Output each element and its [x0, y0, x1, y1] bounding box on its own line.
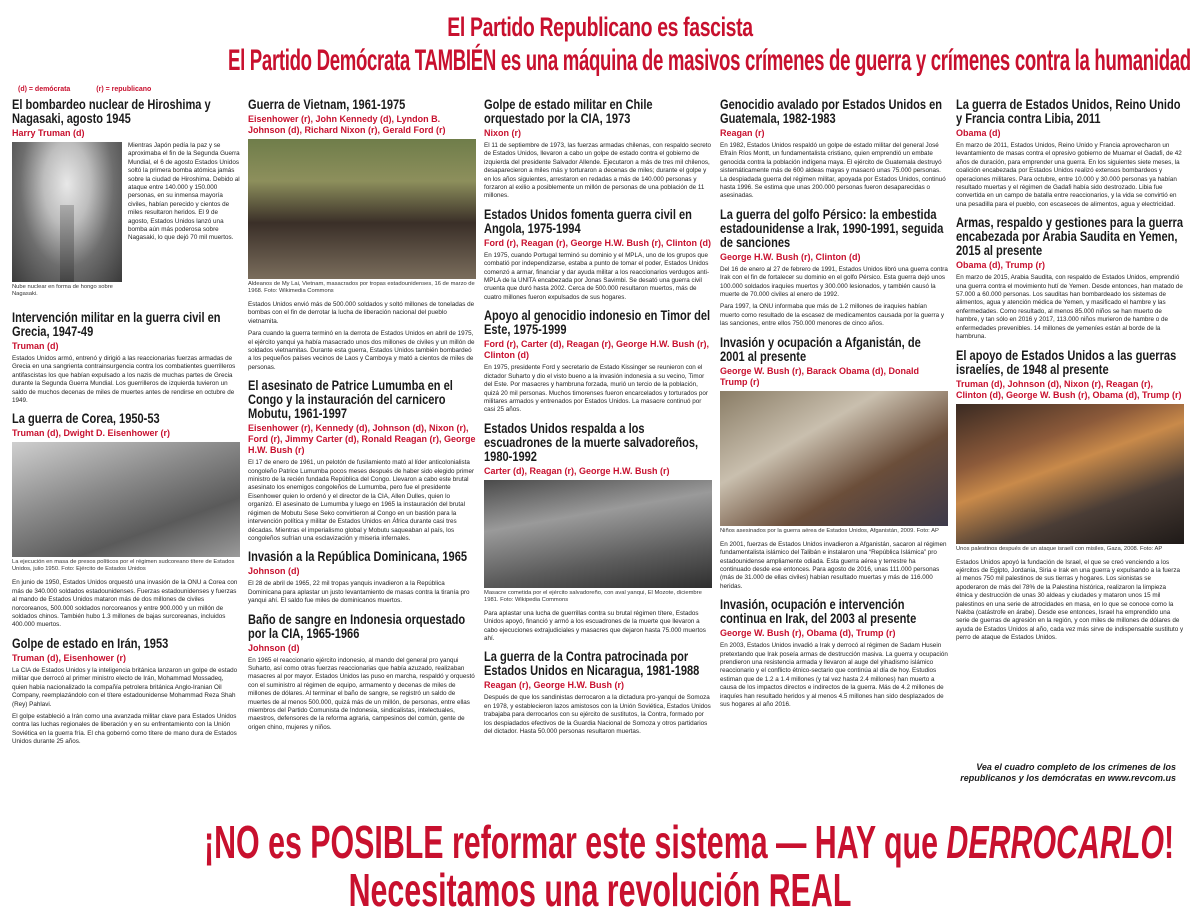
poster-header — [0, 12, 1200, 78]
section-dominican-republic — [248, 550, 476, 605]
section-title: Armas, respaldo y gestiones para la guerra encabezada por Arabia Saudita en Yemen, 2015 al presente — [956, 215, 1184, 259]
section-title: La guerra de la Contra patrocinada por Estados Unidos en Nicaragua, 1981-1988 — [484, 649, 700, 679]
section-title: Golpe de estado militar en Chile orquestado por la CIA, 1973 — [484, 98, 653, 126]
section-body: Para cuando la guerra terminó en la derrota de Estados Unidos en abril de 1975, el ejército yanqui ya había masacrado unos dos millones de civiles y un millón de soldados vietnamitas. Durante esta guerra, Estados Unidos también bombardeó a los pequeños países vecinos de Laos y Camboya y mató a cientos de miles de personas. — [248, 330, 475, 371]
headline-democrat: El Partido Demócrata TAMBIÉN es una máquina de masivos crímenes de guerra y crímenes contra la humanidad — [228, 44, 1191, 77]
section-angola — [484, 208, 712, 302]
section-title: El apoyo de Estados Unidos a las guerras israelíes, de 1948 al presente — [956, 347, 1177, 377]
section-korea — [12, 412, 240, 629]
section-title: El asesinato de Patrice Lumumba en el Congo y la instauración del carnicero Mobutu, 1961-1997 — [248, 378, 453, 422]
section-presidents: Nixon (r) — [484, 128, 521, 138]
section-israel — [956, 349, 1184, 643]
section-body: En 2001, fuerzas de Estados Unidos invadieron a Afganistán, sacaron al régimen fundamentalista islámico del Talibán e instalaron una “República Islámica” pro estadounidense ampliamente odiada. Esta guerra aérea y terrestre ha continuado desde ese entonces. Para agosto de 2016, unas 111.000 personas (más de 31.000 de ellas civiles) habían resultado muertas y más de 116.000 heridas. — [720, 540, 947, 590]
section-title: La guerra del golfo Pérsico: la embestida estadounidense a Irak, 1990-1991, seguida de sanciones — [720, 206, 944, 250]
section-body: La CIA de Estados Unidos y la inteligencia británica lanzaron un golpe de estado militar que derrocó al primer ministro electo de Irán, Mohammad Mossadeq, quien había nacionalizado la compañía petrolera británica Anglo-Iranian Oil Company, reemplazándolo con el títere estadounidense Mohammad Reza Shah (Rey) Pahlavi. — [12, 666, 238, 708]
section-title: Invasión, ocupación e intervención continua en Irak, del 2003 al presente — [720, 597, 917, 627]
section-nicaragua — [484, 650, 712, 736]
footer-slogan-1 — [203, 816, 1175, 868]
section-presidents: Ford (r), Carter (d), Reagan (r), George H.W. Bush (r), Clinton (d) — [484, 339, 710, 361]
legend-democrat: (d) = demócrata — [18, 86, 71, 93]
section-presidents: Johnson (d) — [248, 566, 300, 577]
section-presidents: Eisenhower (r), John Kennedy (d), Lyndon B. Johnson (d), Richard Nixon (r), Gerald Ford (r) — [248, 114, 446, 135]
section-title: Estados Unidos fomenta guerra civil en Angola, 1975-1994 — [484, 206, 692, 236]
section-presidents: Obama (d), Trump (r) — [956, 260, 1046, 271]
party-legend — [18, 86, 175, 93]
section-title: Genocidio avalado por Estados Unidos en Guatemala, 1982-1983 — [720, 98, 943, 126]
photo-caption: Niños asesinados por la guerra aérea de Estados Unidos, Afganistán, 2009. Foto: AP — [720, 527, 939, 534]
section-body: En 2003, Estados Unidos invadió a Irak y derrocó al régimen de Sadam Husein pretextando que Irak poseía armas de destrucción masiva. La guerra y ocupación prendieron una resistencia armada y llevaron al auge del yihadismo islámico reaccionario y el conflicto étnico-sectario que continúa al día de hoy. Estudios estiman que de 1.2 a 1.4 millones (y tal vez hasta 2.4 millones) han muerto a causa de los impactos directos e indirectos de la guerra. Más de 4.2 millones de iraquíes han resultado heridos y al menos 4.5 millones han sido desplazados de sus hogares al año 2016. — [720, 642, 948, 708]
column-2 — [248, 98, 476, 798]
section-body: En marzo de 2011, Estados Unidos, Reino Unido y Francia aprovecharon un levantamiento de masas contra el opresivo gobierno de Muamar el Gadafi, de 42 años de duración, para emprender una guerra. En los siguientes siete meses, la coalición encabezada por Estados Unidos realizó extensos bombardeos y operaciones militares. Para octubre, entre 10.000 y 30.000 personas ya habían resultado muertas y el régimen de Gadafi había sido destrozado. Libia fue convertida en un campo de batalla entre reaccionarios, y la vida se convirtió en una pesadilla para el pueblo, con escaseces de alimentos, agua y electricidad. — [956, 142, 1182, 208]
afghan-children-photo — [720, 391, 948, 526]
article-columns — [12, 98, 1192, 798]
section-body: Del 16 de enero al 27 de febrero de 1991, Estados Unidos libró una guerra contra Irak con el fin de fortalecer su dominio en el golfo Pérsico. Esta guerra dejó unos 100.000 soldados iraquíes muertos y 300.000 lesionados, y también causó la muerte de 70.000 civiles al enero de 1992. — [720, 265, 948, 299]
section-presidents: Johnson (d) — [248, 642, 300, 653]
column-4 — [720, 98, 948, 798]
section-title: Intervención militar en la guerra civil en Grecia, 1947-49 — [12, 310, 221, 339]
footer-slogan-2: Necesitamos una revolución REAL — [348, 864, 852, 916]
section-presidents: Truman (d), Eisenhower (r) — [12, 652, 127, 663]
section-presidents: Truman (d) — [12, 341, 59, 351]
section-presidents: Harry Truman (d) — [12, 128, 85, 138]
section-title: Invasión y ocupación a Afganistán, de 2001 al presente — [720, 334, 921, 364]
section-presidents: Obama (d) — [956, 128, 1001, 138]
section-vietnam — [248, 98, 476, 372]
section-presidents: Truman (d), Dwight D. Eisenhower (r) — [12, 428, 171, 439]
section-presidents: George W. Bush (r), Barack Obama (d), Donald Trump (r) — [720, 365, 920, 387]
section-presidents: Ford (r), Reagan (r), George H.W. Bush (r), Clinton (d) — [484, 237, 711, 248]
legend-republican: (r) = republicano — [96, 86, 152, 93]
column-5 — [956, 98, 1184, 798]
section-indonesia — [248, 613, 476, 733]
section-title: La guerra de Corea, 1950-53 — [12, 411, 160, 427]
poster-footer — [0, 818, 1200, 914]
section-body: El 17 de enero de 1961, un pelotón de fusilamiento mató al líder anticolonialista congoleño Patrice Lumumba pocos meses después de haber sido elegido primer ministro de la recién fundada República del Congo. Llevaron a cabo este brutal asesinato los enemigos congoleños de Lumumba, pero fue el presidente Eisenhower quien lo ordenó y el director de la CIA, Allen Dulles, quien lo organizó. El asesinato de Lumumba y luego en 1965 la instauración del brutal régimen de Mobutu Sese Seko convirtieron al Congo en un bastión para la intervención política y militar de Estados Unidos en África durante casi tres décadas. Mientras el imperialismo global y Mobutu saqueaban al país, los congoleños sufrían una esclavización y miseria infernales. — [248, 459, 475, 542]
section-body: Para aplastar una lucha de guerrillas contra su brutal régimen títere, Estados Unidos apoyó, financió y armó a los escuadrones de la muerte que llevaron a cabo ejecuciones extrajudiciales y masacres que dejaron hasta 75.000 muertos ahí. — [484, 609, 706, 642]
section-body: El golpe estableció a Irán como una avanzada militar clave para Estados Unidos contra las luchas regionales de liberación y en su enfrentamiento con la Unión Soviética en la guerra fría. El cha gobernó como títere de mano dura de Estados Unidos durante 25 años. — [12, 712, 237, 746]
section-presidents: Reagan (r) — [720, 128, 765, 138]
section-iran — [12, 637, 240, 747]
slogan-part: ! — [1164, 816, 1175, 868]
photo-caption: La ejecución en masa de presos políticos por el régimen sudcoreano títere de Estados Unidos, julio 1950. Foto: Ejército de Estados Unidos — [12, 559, 235, 573]
section-gulf-war — [720, 208, 948, 329]
section-body: El 11 de septiembre de 1973, las fuerzas armadas chilenas, con respaldo secreto de Estados Unidos, llevaron a cabo un golpe de estado contra el gobierno de izquierda del presidente Salvador Allende. Ejecutaron a más de tres mil chilenos, desaparecieron a miles más y torturaron a decenas de miles; durante el golpe y en los años siguientes, arrestaron en redadas a más de 140.000 personas y forzaron al exilio a posiblemente un millón de personas de una población de 11 millones. — [484, 142, 712, 200]
section-guatemala — [720, 98, 948, 201]
photo-caption: Masacre cometida por el ejército salvadoreño, con aval yanqui, El Mozote, diciembre 1981. Foto: Wikipedia Commons — [484, 589, 702, 603]
gaza-photo — [956, 404, 1184, 544]
section-presidents: George H.W. Bush (r), Clinton (d) — [720, 251, 861, 262]
mushroom-cloud-photo — [12, 142, 122, 282]
section-el-salvador — [484, 422, 712, 644]
section-title: Guerra de Vietnam, 1961-1975 — [248, 98, 406, 112]
photo-caption: Aldeanos de My Lai, Vietnam, masacrados por tropas estadounidenses, 16 de marzo de 1968. Foto: Wikimedia Commons — [248, 281, 475, 294]
section-title: Apoyo al genocidio indonesio en Timor del Este, 1975-1999 — [484, 308, 711, 338]
section-greece — [12, 311, 240, 405]
section-title: Estados Unidos respalda a los escuadrones de la muerte salvadoreños, 1980-1992 — [484, 420, 699, 464]
section-body: En 1965 el reaccionario ejército indonesio, al mando del general pro yanqui Suharto, así como otras fuerzas reaccionarias que había azuzado, realizaban masacres al por mayor. Estados Unidos las puso en marcha, respaldó y orquestó con el suministro al régimen de equipo, armamento y decenas de miles de millones de dólares. Al terminar el baño de sangre, se registró un saldo de muertes de al menos 500.000, quizá más de un millón, de personas, entre ellas miembros del Partido Comunista de Indonesia, sindicalistas, intelectuales, maestros, defensores de la reforma agraria, campesinos del común, gente de origen chino, mujeres y niños. — [248, 656, 475, 731]
section-libya — [956, 98, 1184, 209]
revcom-link-text: Vea el cuadro completo de los crímenes de los republicanos y los demócratas en www.revcom.us — [960, 762, 1176, 783]
photo-caption: Nube nuclear en forma de hongo sobre Nagasaki. — [12, 284, 113, 297]
section-body: En junio de 1950, Estados Unidos orquestó una invasión de la ONU a Corea con más de 340.000 soldados estadounidenses. Fuerzas estadounidenses y fuerzas al mando de Estados Unidos mataron más de dos millones de civiles norcoreanos, 500.000 soldados norcoreanos y entre 900.000 y un millón de soldados chinos. También hubo 1.3 millones de bajas surcoreanas, incluidos 400.000 muertos. — [12, 579, 238, 629]
section-presidents: Reagan (r), George H.W. Bush (r) — [484, 680, 625, 691]
photo-caption: Unos palestinos después de un ataque israelí con misiles, Gaza, 2008. Foto: AP — [956, 545, 1163, 552]
headline-republican: El Partido Republicano es fascista — [447, 12, 753, 42]
slogan-part: ¡NO es POSIBLE reformar este sistema — HAY que — [203, 816, 947, 868]
section-body: Después de que los sandinistas derrocaron a la dictadura pro-yanqui de Somoza en 1978, y establecieron lazos amistosos con la Unión Soviética, Estados Unidos trabajaba para derrocarlos con su ejército de sustitutos, la Contra, formado por los despiadados efectivos de la Guardia Nacional de Somoza y otros partidarios del dictador. Hasta 50.000 personas resultaron muertas. — [484, 694, 711, 735]
section-body: Estados Unidos armó, entrenó y dirigió a las reaccionarias fuerzas armadas de Grecia en una sangrienta contrainsurgencia contra los combatientes guerrilleros antifascistas los que habían expulsado a los nazis de muchas partes de Grecia durante la Segunda Guerra Mundial. Los guerrilleros de izquierda tuvieron un saldo de muchos decenas de miles de muertes antes de rendirse en octubre de 1949. — [12, 355, 236, 405]
section-congo — [248, 379, 476, 543]
section-title: Invasión a la República Dominicana, 1965 — [248, 549, 468, 565]
section-presidents: Carter (d), Reagan (r), George H.W. Bush (r) — [484, 465, 670, 476]
section-body: En 1982, Estados Unidos respaldó un golpe de estado militar del general José Efraín Ríos Montt, un fundamentalista cristiano, quien emprendió un embate genocida contra la población indígena maya. El ejército de Guatemala destruyó sistemáticamente más de 600 aldeas mayas y masacró unas 75.000 personas. La despiadada guerra del régimen militar, apoyada por Estados Unidos, continuó hasta 1996. Se estima que unas 200.000 personas fueron desaparecidas o asesinadas. — [720, 142, 946, 200]
slogan-emphasis: DERROCARLO — [946, 816, 1165, 868]
section-body: El 28 de abril de 1965, 22 mil tropas yanquis invadieron a la República Dominicana para aplastar un justo levantamiento de masas contra la tiranía pro yanqui ahí. El saldo fue miles de dominicanos muertos. — [248, 580, 470, 605]
section-yemen — [956, 216, 1184, 341]
section-body: En 1975, presidente Ford y secretario de Estado Kissinger se reunieron con el dictador Suharto y dio el visto bueno a la invasión indonesia a su vecino, Timor del Este. Por masacres y hambruna forzada, murió un tercio de la población, quizá 20 mil personas. Muchos timorenses fueron encarcelados y torturados por militares armados y entrenados por Estados Unidos. La masacre continuó por casi 25 años. — [484, 364, 709, 414]
column-1 — [12, 98, 240, 798]
section-hiroshima — [12, 98, 240, 304]
section-east-timor — [484, 309, 712, 414]
section-title: El bombardeo nuclear de Hiroshima y Nagasaki, agosto 1945 — [12, 98, 211, 126]
section-title: La guerra de Estados Unidos, Reino Unido y Francia contra Libia, 2011 — [956, 98, 1181, 126]
section-title: Baño de sangre en Indonesia orquestado por la CIA, 1965-1966 — [248, 611, 466, 641]
section-chile — [484, 98, 712, 201]
section-presidents: Truman (d), Johnson (d), Nixon (r), Reagan (r), Clinton (d), George W. Bush (r), Obama (d), Trump (r) — [956, 378, 1182, 400]
section-body: Estados Unidos envió más de 500.000 soldados y soltó millones de toneladas de bombas con el fin de derrotar la lucha de liberación nacional del pueblo vietnamita. — [248, 301, 475, 325]
section-iraq — [720, 598, 948, 709]
section-title: Golpe de estado en Irán, 1953 — [12, 635, 169, 651]
korea-execution-photo — [12, 442, 240, 557]
section-afghanistan — [720, 336, 948, 591]
column-3 — [484, 98, 712, 798]
section-presidents: George W. Bush (r), Obama (d), Trump (r) — [720, 628, 896, 639]
my-lai-photo — [248, 139, 476, 279]
section-body: Mientras Japón pedía la paz y se aproximaba el fin de la Segunda Guerra Mundial, el 6 de agosto Estados Unidos soltó la primera bomba atómica jamás sobre la ciudad de Hiroshima. Debido al ataque entre 140.000 y 150.000 personas, en su inmensa mayoría civiles, habían perecido y cientos de miles resultaron heridos. El 9 de agosto, Estados Unidos lanzó una bomba aún más poderosa sobre Nagasaki, lo que dejó 70 mil muertos. — [128, 142, 240, 242]
section-presidents: Eisenhower (r), Kennedy (d), Johnson (d), Nixon (r), Ford (r), Jimmy Carter (d), Ronald Reagan (r), George H.W. Bush (r) — [248, 423, 476, 456]
section-body: Para 1997, la ONU informaba que más de 1.2 millones de iraquíes habían muerto como resultado de la escasez de medicamentos causada por la guerra y las sanciones, entre ellos 750.000 menores de cinco años. — [720, 303, 945, 328]
section-body: En marzo de 2015, Arabia Saudita, con respaldo de Estados Unidos, emprendió una guerra contra el movimiento hutí de Yemen. Desde entonces, han matado de 57.000 a 60.000 personas. Los sauditas han bombardeado los sistemas de alimentos, agua y atención médica de Yemen, y masificado el hambre y las enfermedades. Como resultado, al menos 85.000 niños se han muerto de hambre, y tan sólo en 2016 y 2017, 113.000 niños murieron de hambre o de enfermedades prevenibles. 14 millones de yemeníes están al borde de la hambruna. — [956, 274, 1183, 341]
el-mozote-photo — [484, 480, 712, 588]
section-body: Estados Unidos apoyó la fundación de Israel, el que se creó venciendo a los ejércitos de Egipto, Jordania, Siria e Irak en una guerra y expulsando a la fuerza al menos 750 mil palestinos de sus tierras y hogares. Los sionistas se apoderaron de más del 78% de la Palestina histórica, realizaron la limpieza étnica y destrucción de unas 30 aldeas y ciudades y mataron unos 15 mil palestinos en una serie de atrocidades en masa, en lo que se conoce como la Nakba (catástrofe en árabe). Desde ese entonces, Israel ha emprendido una serie de guerras de agresión en la región, y con miles de millones de dólares de ayuda de Estados Unidos al año, cada vez más sirve de indispensable sustituto y perro de ataque de Estados Unidos. — [956, 558, 1184, 642]
section-body: En 1975, cuando Portugal terminó su dominio y el MPLA, uno de los grupos que combatió por independizarse, estaba a punto de tomar el poder, Estados Unidos comenzó a armar, financiar y dar ayuda militar a los reaccionarios verdugos anti-MPLA de la UNITA encabezada por Jonas Savimbi. Se desató una guerra civil cruenta que duró hasta 2002. Cerca de 500.000 resultaron muertos, más de cuatro millones fueron expulsados de sus hogares. — [484, 251, 710, 301]
